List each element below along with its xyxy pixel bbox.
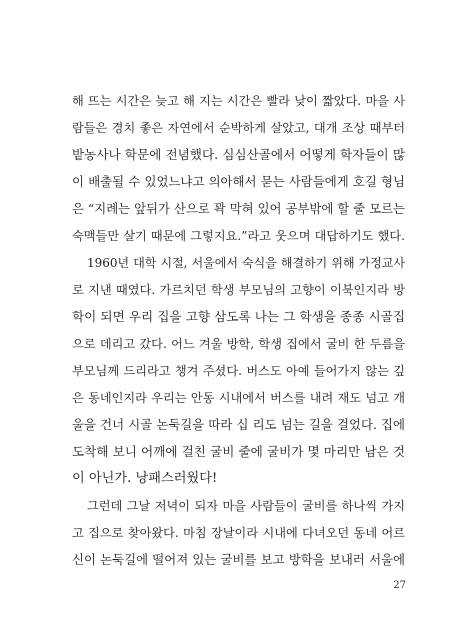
paragraph-3-line-3: 신이 논둑길에 떨어져 있는 굴비를 보고 방학을 보내러 서울에 — [72, 552, 405, 567]
paragraph-1-line-1: 해 뜨는 시간은 늦고 해 지는 시간은 빨라 낮이 짧았다. 마을 사 — [72, 94, 405, 108]
paragraph-3-line-2: 고 집으로 찾아왔다. 마침 장날이라 시내에 다녀오던 동네 어르 — [72, 526, 405, 540]
paragraph-2-line-1: 1960년 대학 시절, 서울에서 숙식을 해결하기 위해 가정교사 — [87, 256, 405, 270]
paragraph-2-line-6: 은 동네인지라 우리는 안동 시내에서 버스를 내려 재도 넘고 개 — [72, 391, 405, 405]
paragraph-2-line-5: 부모님께 드리라고 챙겨 주셨다. 버스도 아예 들어가지 않는 깊 — [72, 364, 405, 378]
paragraph-1-line-5: 은 “지례는 앞뒤가 산으로 꽉 막혀 있어 공부밖에 할 줄 모르는 — [72, 201, 405, 216]
paragraph-2-line-7: 울을 건너 시골 논둑길을 따라 십 리도 넘는 길을 걸었다. 집에 — [72, 417, 405, 432]
paragraph-2-line-3: 학이 되면 우리 집을 고향 삼도록 나는 그 학생을 종종 시골집 — [72, 309, 405, 324]
page-number: 27 — [393, 580, 406, 591]
paragraph-1-line-3: 밭농사나 학문에 전념했다. 심심산골에서 어떻게 학자들이 많 — [72, 147, 405, 162]
paragraph-1-line-6: 숙맥들만 살기 때문에 그렇지요.”라고 웃으며 대답하기도 했다. — [72, 229, 405, 243]
paragraph-3-line-1: 그런데 그날 저녁이 되자 마을 사람들이 굴비를 하나씩 가지 — [87, 499, 405, 513]
paragraph-1-line-4: 이 배출될 수 있었느냐고 의아해서 묻는 사람들에게 호길 형님 — [72, 174, 405, 189]
paragraph-2-line-8: 도착해 보니 어깨에 걸친 굴비 줄에 굴비가 몇 마리만 남은 것 — [72, 444, 405, 459]
paragraph-2-line-9: 이 아닌가. 낭패스러웠다! — [72, 471, 218, 486]
paragraph-2-line-4: 으로 데리고 갔다. 어느 겨울 방학, 학생 집에서 굴비 한 두름을 — [72, 337, 405, 351]
paragraph-2-line-2: 로 지낸 때였다. 가르치던 학생 부모님의 고향이 이북인지라 방 — [72, 283, 405, 297]
paragraph-1-line-2: 람들은 경치 좋은 자연에서 순박하게 살았고, 대개 조상 때부터 — [72, 121, 405, 135]
